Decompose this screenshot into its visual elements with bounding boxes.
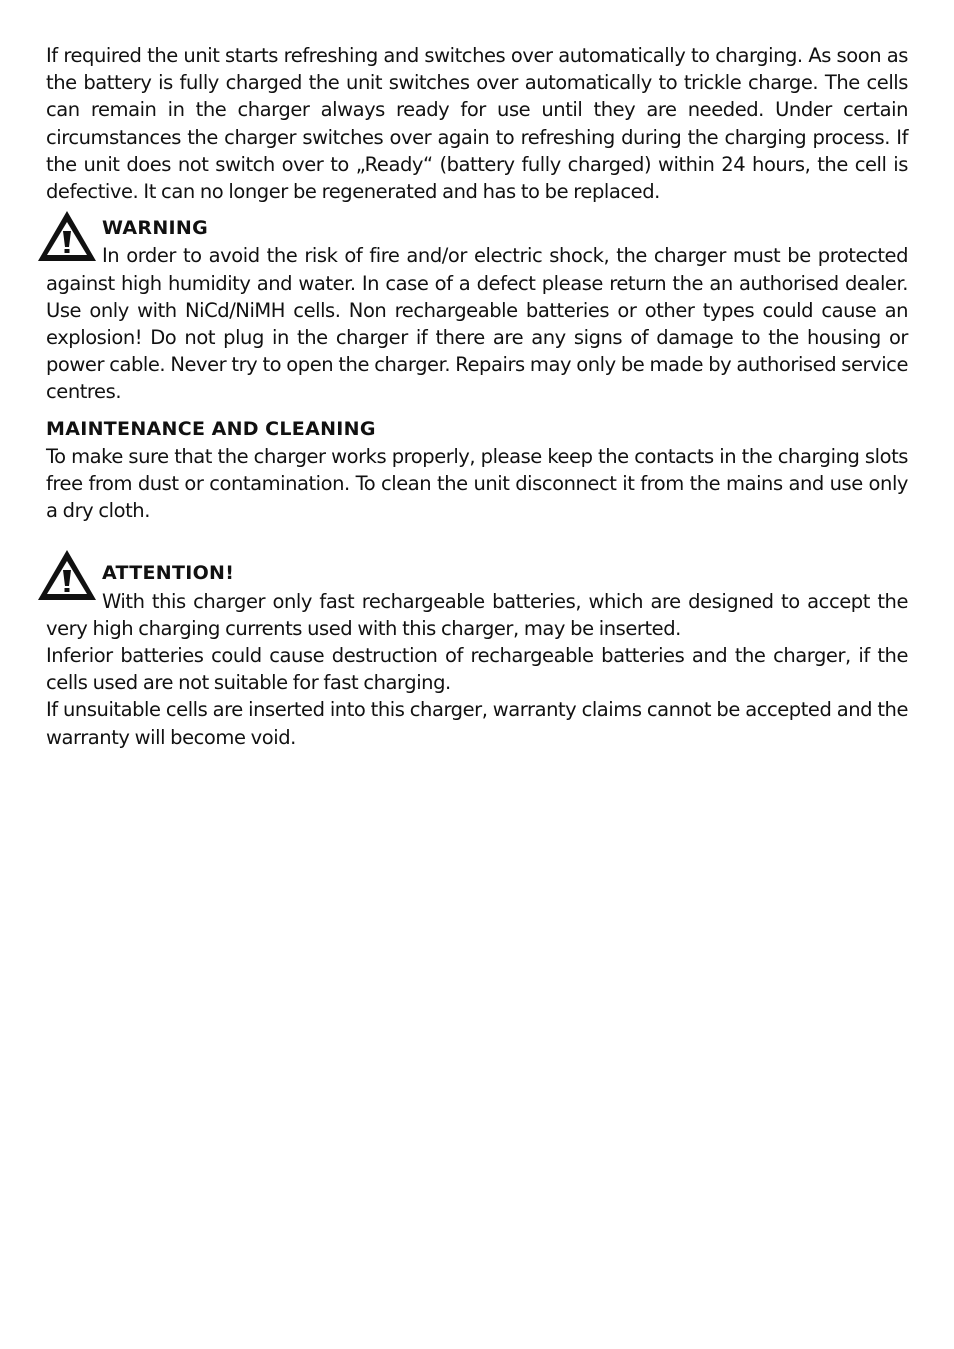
attention-paragraph: Inferior batteries could cause destruction of rechargeable batteries and the charger, if the cells used are not suitable for fast charging. (46, 644, 908, 695)
manual-page (46, 42, 908, 751)
maintenance-section (46, 416, 908, 525)
warning-heading: WARNING (102, 217, 209, 240)
warning-triangle-icon (36, 209, 98, 263)
intro-paragraph: If required the unit starts refreshing and switches over automatically to charging. As soon as the battery is fully charged the unit switches over automatically to trickle charge. The cells can remain in the charger always ready for use until they are needed. Under certain circumstances the charger switches over again to refreshing during the charging process. If the unit does not switch over to „Ready“ (battery fully charged) within 24 hours, the cell is defective. It can no longer be regenerated and has to be replaced. (46, 44, 908, 204)
warning-triangle-icon (36, 548, 98, 602)
warning-paragraph: In order to avoid the risk of fire and/or electric shock, the charger must be protected against high humidity and water. In case of a defect please return the an authorised dealer. Use only with NiCd/NiMH cells. Non rechargeable batteries or other types could cause an explosion! Do not plug in the charger if there are any signs of damage to the housing or power cable. Never try to open the charger. Repairs may only be made by authorised service centres. (46, 244, 908, 404)
attention-section (46, 560, 908, 750)
maintenance-paragraph: To make sure that the charger works properly, please keep the contacts in the charging slots free from dust or contamination. To clean the unit disconnect it from the mains and use only a dry cloth. (46, 444, 908, 523)
maintenance-heading: MAINTENANCE AND CLEANING (46, 417, 376, 440)
warning-section (46, 215, 908, 405)
attention-heading: ATTENTION! (102, 562, 235, 585)
attention-paragraph: If unsuitable cells are inserted into this charger, warranty claims cannot be accepted and the warranty will become void. (46, 698, 908, 749)
attention-paragraph: With this charger only fast rechargeable batteries, which are designed to accept the very high charging currents used with this charger, may be inserted. (46, 589, 908, 640)
